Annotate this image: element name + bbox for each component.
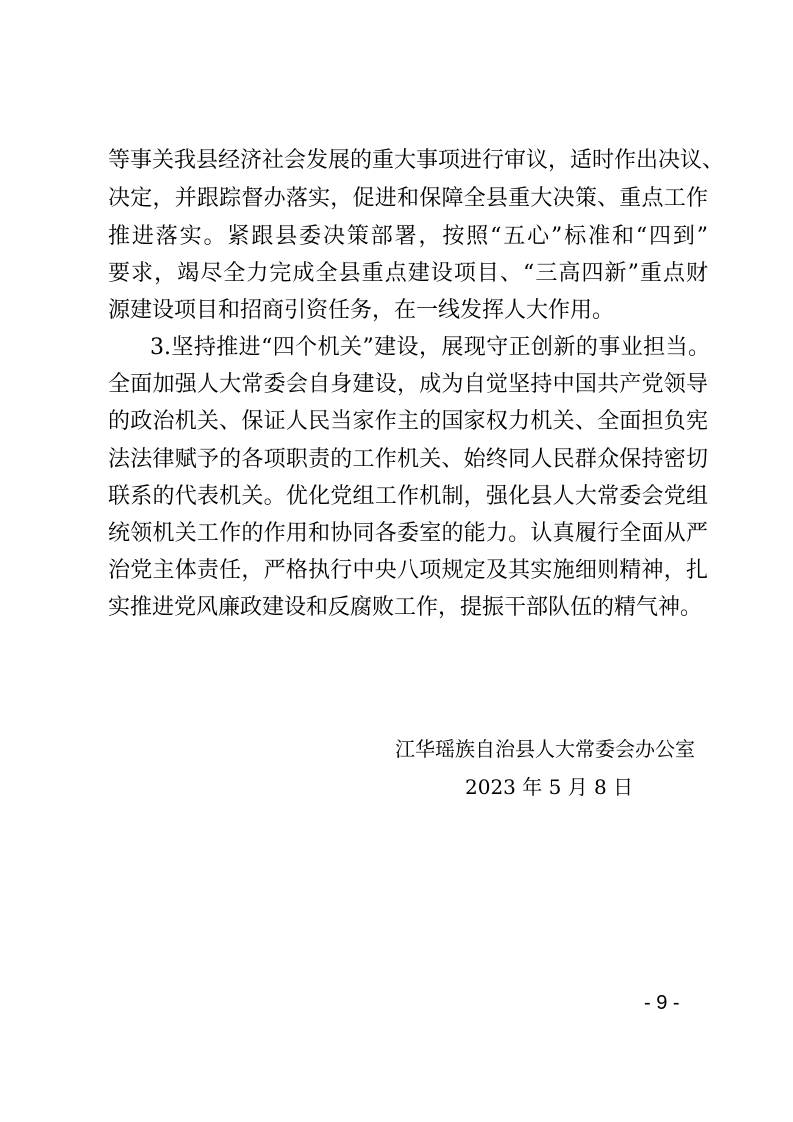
body-line: 推进落实。紧跟县委决策部署，按照“五心”标准和“四到” [108, 224, 708, 249]
signature-date: 2023 年 5 月 8 日 [465, 775, 634, 799]
body-line: 联系的代表机关。优化党组工作机制，强化县人大常委会党组 [108, 484, 708, 509]
body-line: 全面加强人大常委会自身建设，成为自觉坚持中国共产党领导 [108, 372, 708, 397]
body-line: 实推进党风廉政建设和反腐败工作，提振干部队伍的精气神。 [108, 595, 703, 620]
signature-organization: 江华瑶族自治县人大常委会办公室 [395, 737, 695, 761]
body-line: 源建设项目和招商引资任务，在一线发挥人大作用。 [108, 298, 615, 323]
body-line: 统领机关工作的作用和协同各委室的能力。认真履行全面从严 [108, 521, 708, 546]
body-line: 等事关我县经济社会发展的重大事项进行审议，适时作出决议、 [108, 148, 725, 173]
body-line: 法法律赋予的各项职责的工作机关、始终同人民群众保持密切 [108, 447, 708, 472]
body-line: 的政治机关、保证人民当家作主的国家权力机关、全面担负宪 [108, 409, 708, 434]
body-line: 要求，竭尽全力完成全县重点建设项目、“三高四新”重点财 [108, 261, 708, 286]
page-number: - 9 - [644, 992, 680, 1014]
body-line: 治党主体责任，严格执行中央八项规定及其实施细则精神，扎 [108, 558, 708, 583]
body-line: 决定，并跟踪督办落实，促进和保障全县重大决策、重点工作 [108, 186, 708, 211]
section-heading-line: 3.坚持推进“四个机关”建设，展现守正创新的事业担当。 [150, 335, 710, 360]
